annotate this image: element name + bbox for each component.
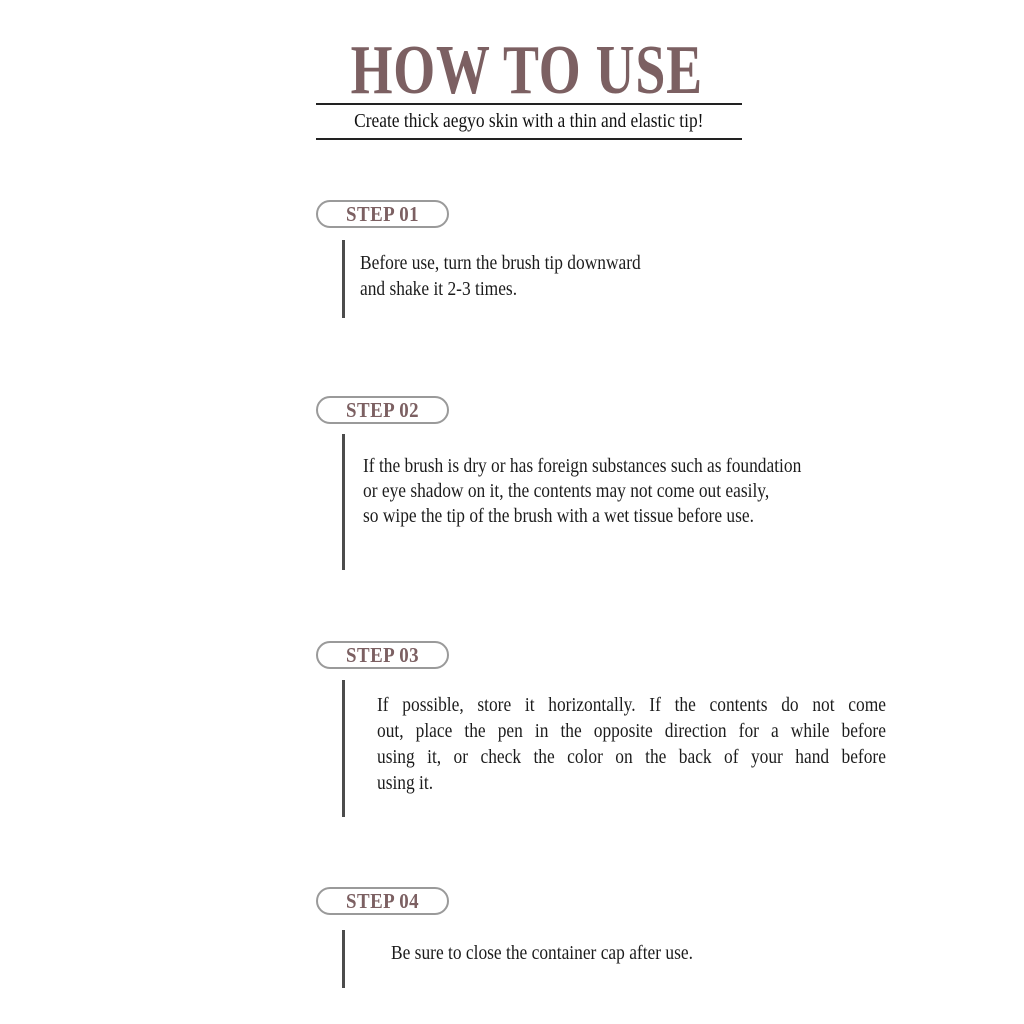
page-header xyxy=(15,32,1024,109)
step-02-label: STEP 02 xyxy=(345,398,420,422)
step-02-rule xyxy=(342,434,345,570)
step-01-label: STEP 01 xyxy=(345,202,420,226)
step-03-text xyxy=(377,692,886,796)
step-01-badge xyxy=(316,200,449,228)
step-02-text-line: or eye shadow on it, the contents may not come out easily, xyxy=(363,480,770,502)
step-02-text xyxy=(363,454,801,529)
step-02-text-line: If the brush is dry or has foreign substances such as foundation xyxy=(363,455,802,477)
step-04-text xyxy=(391,940,693,966)
step-03-text-line: using it. xyxy=(377,772,434,794)
step-03-label: STEP 03 xyxy=(345,643,420,667)
step-02-badge xyxy=(316,396,449,424)
step-01-text xyxy=(360,250,641,302)
step-01-text-line: Before use, turn the brush tip downward xyxy=(360,252,641,274)
step-04-label: STEP 04 xyxy=(345,889,420,913)
page-title: HOW TO USE xyxy=(350,32,704,109)
step-03-badge xyxy=(316,641,449,669)
step-03-text-line: using it, or check the color on the back of your hand before xyxy=(377,746,886,768)
step-02-text-line: so wipe the tip of the brush with a wet tissue before use. xyxy=(363,505,754,527)
step-03-text-line: If possible, store it horizontally. If the contents do not come xyxy=(377,694,886,716)
step-04-text-line: Be sure to close the container cap after use. xyxy=(391,942,693,964)
step-03-rule xyxy=(342,680,345,817)
step-01-text-line: and shake it 2-3 times. xyxy=(360,278,518,300)
step-03-text-line: out, place the pen in the opposite direction for a while before xyxy=(377,720,886,742)
step-01-rule xyxy=(342,240,345,318)
step-04-rule xyxy=(342,930,345,988)
step-04-badge xyxy=(316,887,449,915)
page-subtitle: Create thick aegyo skin with a thin and elastic tip! xyxy=(354,110,704,132)
subtitle-box xyxy=(316,103,742,140)
